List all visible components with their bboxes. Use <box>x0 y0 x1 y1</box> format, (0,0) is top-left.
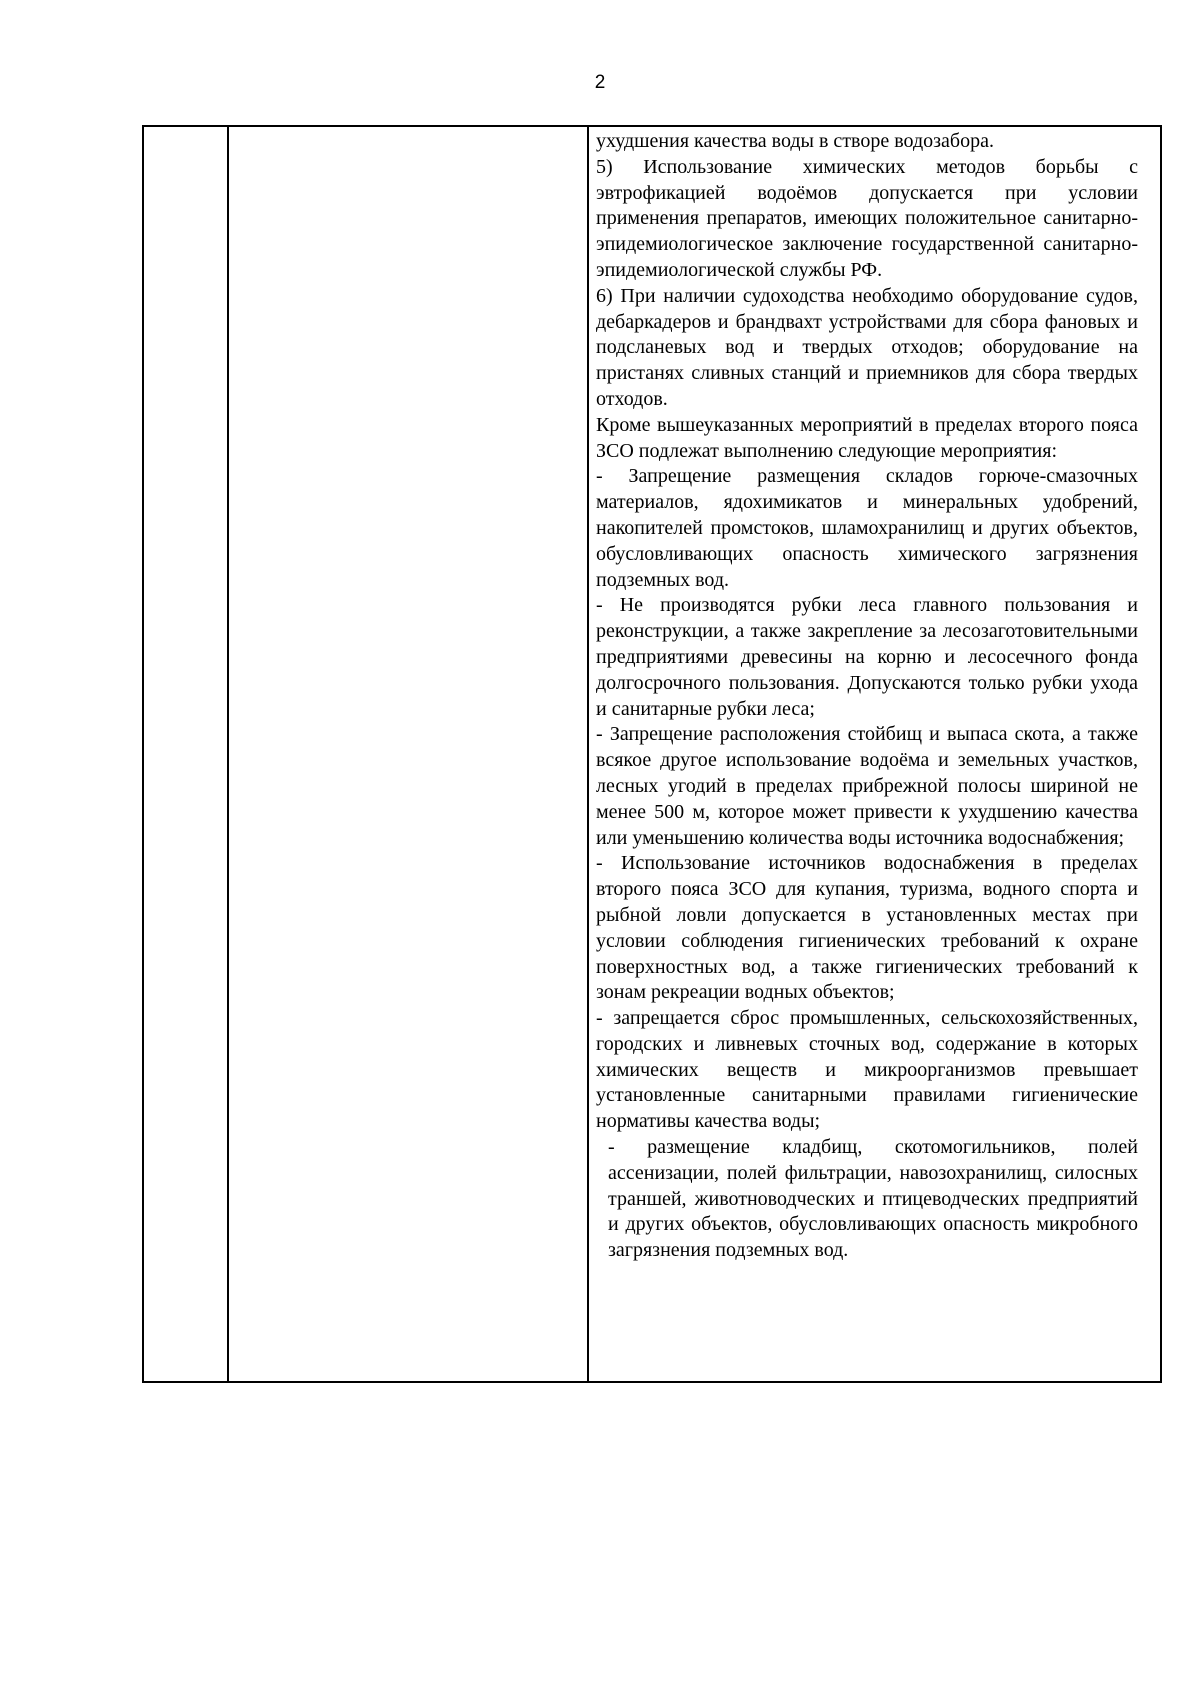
paragraph: Кроме вышеуказанных мероприятий в пределах второго пояса ЗСО подлежат выполнению следующие мероприятия: <box>596 413 1138 462</box>
paragraph: - Использование источников водоснабжения в пределах второго пояса ЗСО для купания, туризма, водного спорта и рыбной ловли допускается в установленных местах при условии соблюдения гигиенических требований к охране поверхностных вод, а также гигиенических требований к зонам рекреации водных объектов; <box>596 852 1138 1004</box>
paragraph: ухудшения качества воды в створе водозабора. <box>596 130 994 152</box>
document-table <box>142 125 1162 1383</box>
paragraph: - Запрещение размещения складов горюче-смазочных материалов, ядохимикатов и минеральных удобрений, накопителей промстоков, шламохранилищ и других объектов, обусловливающих опасность химического загрязнения подземных вод. <box>596 465 1138 591</box>
paragraph: 6) При наличии судоходства необходимо оборудование судов, дебаркадеров и брандвахт устройствами для сбора фановых и подсланевых вод и твердых отходов; оборудование на пристанях сливных станций и приемников для сбора твердых отходов. <box>596 284 1138 410</box>
paragraph: - запрещается сброс промышленных, сельскохозяйственных, городских и ливневых сточных вод, содержание в которых химических веществ и микроорганизмов превышает установленные санитарными правилами гигиенические нормативы качества воды; <box>596 1007 1138 1133</box>
paragraph: 5) Использование химических методов борьбы с эвтрофикацией водоёмов допускается при условии применения препаратов, имеющих положительное санитарно-эпидемиологическое заключение государственной санитарно-эпидемиологической службы РФ. <box>596 155 1138 281</box>
column-divider <box>227 127 229 1381</box>
column-divider <box>587 127 589 1381</box>
paragraph: - размещение кладбищ, скотомогильников, полей ассенизации, полей фильтрации, навозохранилищ, силосных траншей, животноводческих и птицеводческих предприятий и других объектов, обусловливающих опасность микробного загрязнения подземных вод. <box>608 1136 1138 1262</box>
table-cell-content <box>596 129 1138 1264</box>
paragraph: - Запрещение расположения стойбищ и выпаса скота, а также всякое другое использование водоёма и земельных участков, лесных угодий в пределах прибрежной полосы шириной не менее 500 м, которое может привести к ухудшению качества или уменьшению количества воды источника водоснабжения; <box>596 723 1138 849</box>
page-number: 2 <box>594 72 606 93</box>
paragraph: - Не производятся рубки леса главного пользования и реконструкции, а также закрепление за лесозаготовительными предприятиями древесины на корню и лесосечного фонда долгосрочного пользования. Допускаются только рубки ухода и санитарные рубки леса; <box>596 594 1138 720</box>
